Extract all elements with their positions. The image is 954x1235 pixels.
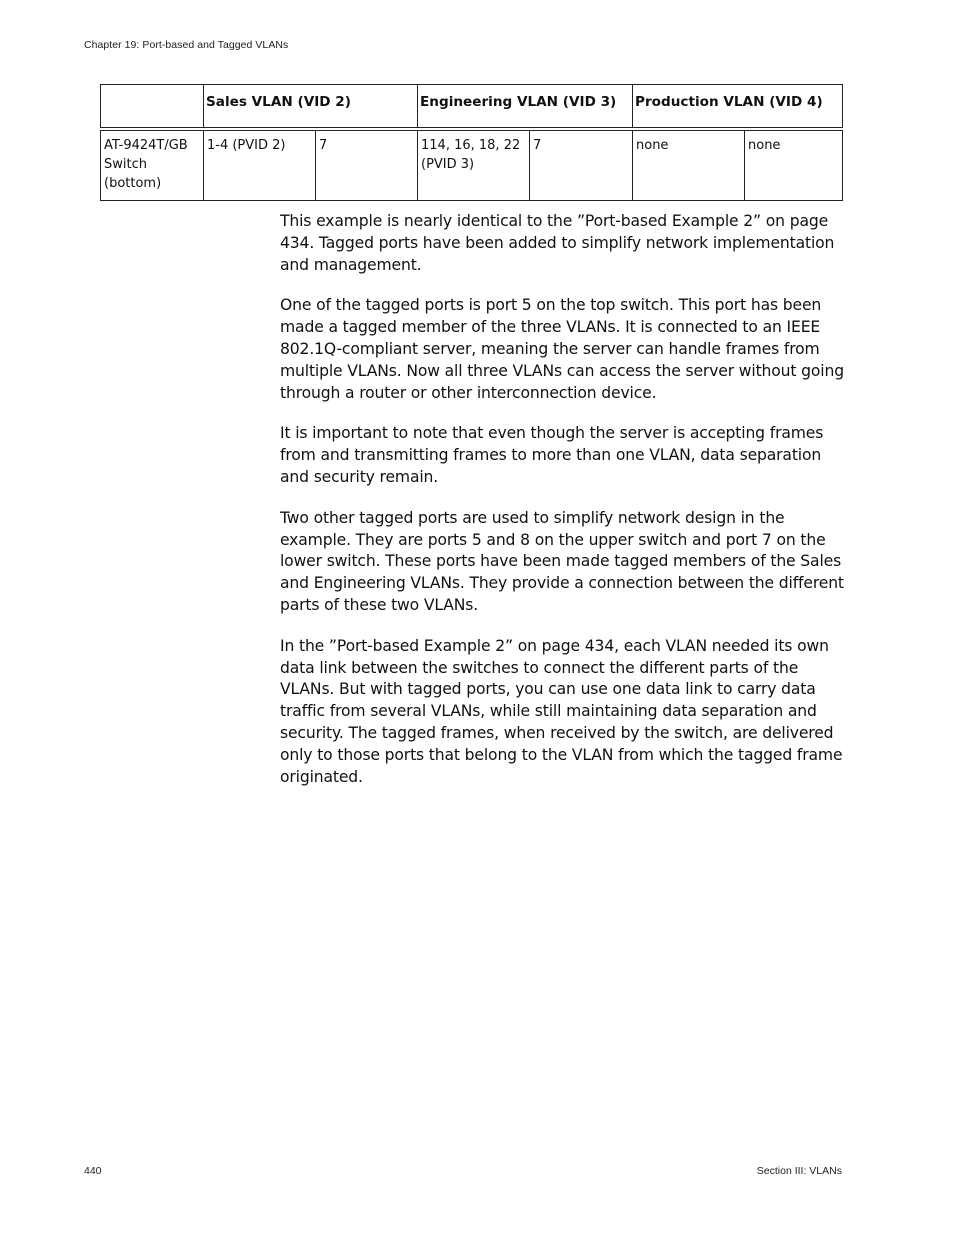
table-header-row (101, 85, 843, 130)
paragraph: In the ”Port-based Example 2” on page 434, each VLAN needed its own data link between the switches to connect the different parts of the VLANs. But with tagged ports, you can use one data link to carry data traffic from several VLANs, while still maintaining data separation and security. The tagged frames, when received by the switch, are delivered only to those ports that belong to the VLAN from which the tagged frame originated. (280, 636, 843, 786)
cell-production-untagged: none (633, 129, 745, 201)
table-header-production-vlan: Production VLAN (VID 4) (633, 85, 843, 130)
paragraph: It is important to note that even though the server is accepting frames from and transmitting frames to more than one VLAN, data separation and security remain. (280, 424, 824, 486)
paragraph: One of the tagged ports is port 5 on the top switch. This port has been made a tagged member of the three VLANs. It is connected to an IEEE 802.1Q-compliant server, meaning the server can handle frames from multiple VLANs. Now all three VLANs can access the server without going through a router or other interconnection device. (280, 296, 844, 402)
footer-section-title: Section III: VLANs (756, 1165, 842, 1177)
cell-engineering-untagged: 114, 16, 18, 22 (PVID 3) (418, 129, 530, 201)
table-row (101, 129, 843, 201)
vlan-membership-table (100, 84, 843, 201)
cell-sales-untagged: 1-4 (PVID 2) (204, 129, 316, 201)
cell-engineering-tagged: 7 (530, 129, 633, 201)
cell-production-tagged: none (745, 129, 843, 201)
body-text (280, 211, 846, 807)
table-header-sales-vlan: Sales VLAN (VID 2) (204, 85, 418, 130)
paragraph: This example is nearly identical to the ”Port-based Example 2” on page 434. Tagged ports have been added to simplify network implementation and management. (280, 212, 835, 274)
cell-sales-tagged: 7 (316, 129, 418, 201)
paragraph: Two other tagged ports are used to simplify network design in the example. They are ports 5 and 8 on the upper switch and port 7 on the lower switch. These ports have been made tagged members of the Sales and Engineering VLANs. They provide a connection between the different parts of these two VLANs. (280, 508, 844, 614)
cell-switch-name: AT-9424T/GB Switch (bottom) (101, 129, 204, 201)
running-header-chapter: Chapter 19: Port-based and Tagged VLANs (84, 39, 289, 51)
table-header-empty (101, 85, 204, 130)
page-number: 440 (84, 1165, 102, 1177)
table-header-engineering-vlan: Engineering VLAN (VID 3) (418, 85, 633, 130)
